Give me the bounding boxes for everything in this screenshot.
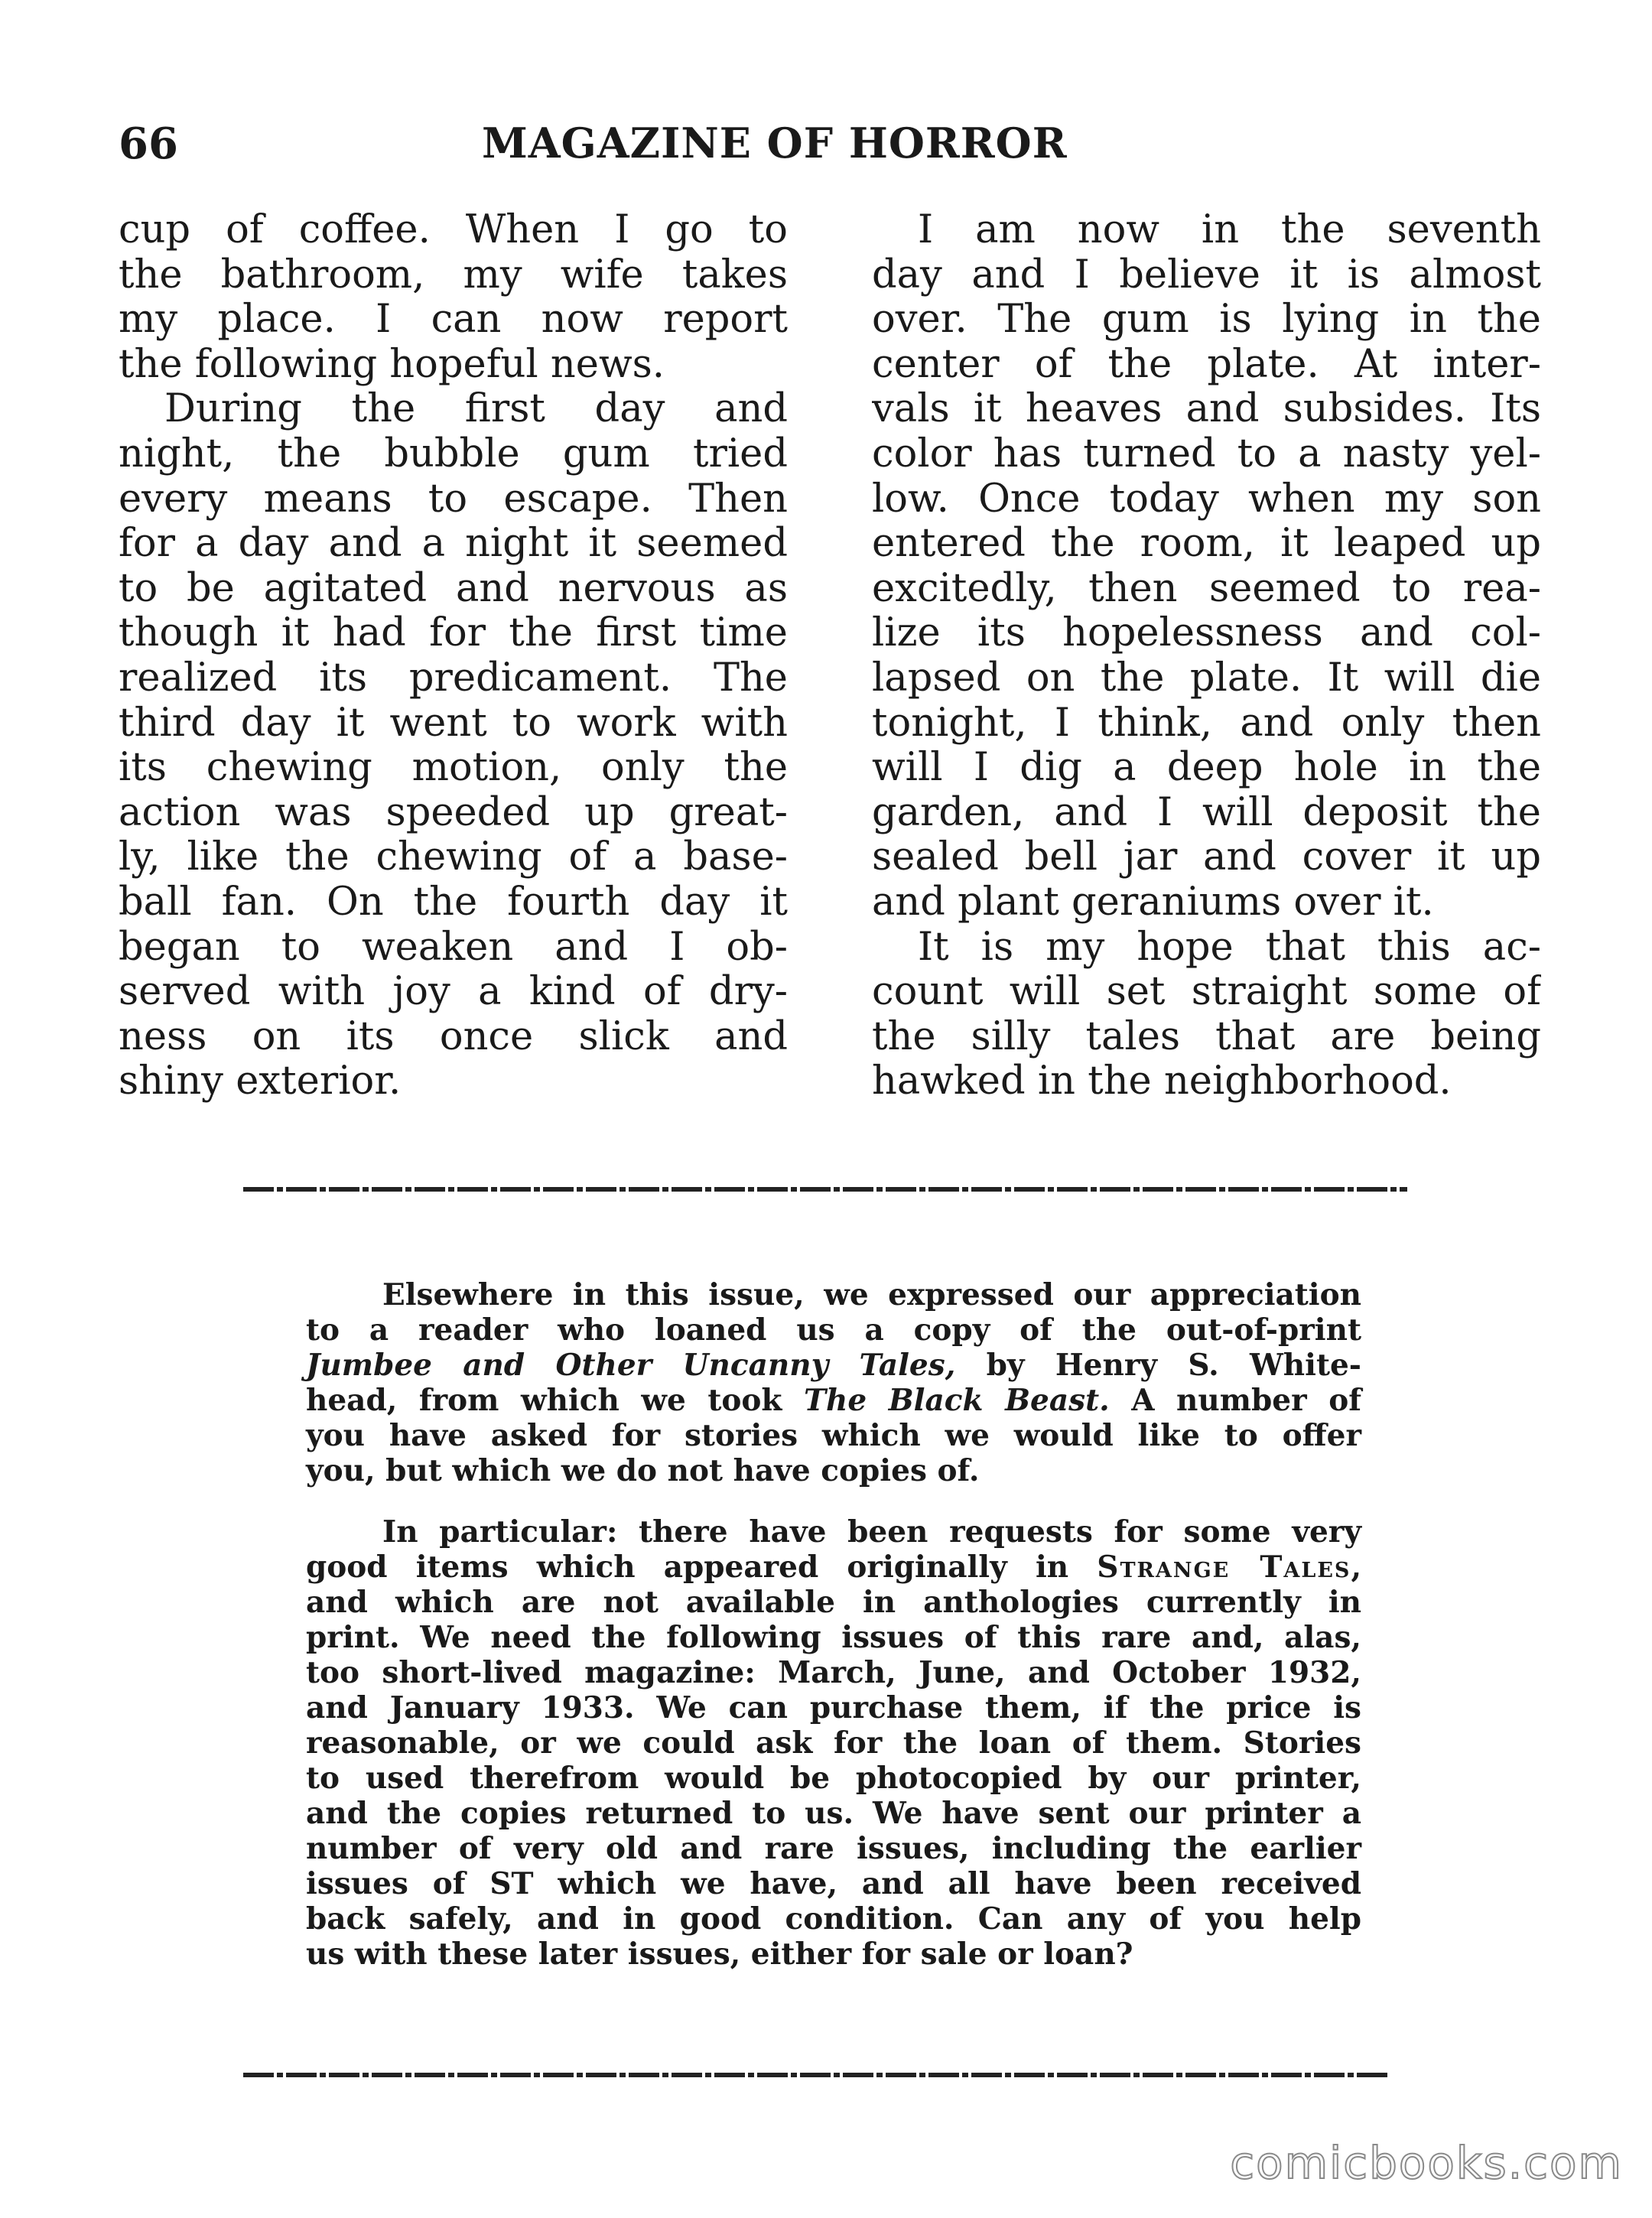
story-line: the bathroom, my wife takes [119,252,788,298]
notice-line: you, but which we do not have copies of. [306,1453,980,1488]
story-line: cup of coffee. When I go to [119,208,788,252]
notice-line: issues of ST which we have, and all have been received [306,1866,1361,1901]
story-line: day and I believe it is almost [872,252,1541,298]
notice-line: to used therefrom would be photocopied by our printer, [306,1761,1361,1796]
story-line: to be agitated and nervous as [119,566,788,611]
story-line: During the first day and [164,387,788,432]
notice-line: back safely, and in good condition. Can any of you help [306,1901,1361,1937]
notice-line [306,1383,1361,1418]
story-line: though it had for the first time [119,611,788,656]
story-line: action was speeded up great- [119,790,788,835]
book-title: Jumbee and Other Uncanny Tales, [306,1348,956,1383]
notice-line [306,1550,1361,1585]
story-line: night, the bubble gum tried [119,431,788,476]
notice-line: too short-lived magazine: March, June, and October 1932, [306,1655,1361,1690]
story-line: color has turned to a nasty yel- [872,431,1541,476]
story-line: realized its predicament. The [119,655,788,701]
story-line: hawked in the neighborhood. [872,1059,1452,1104]
notice-line: Elsewhere in this issue, we expressed our appreciation [382,1277,1361,1312]
story-line: tonight, I think, and only then [872,701,1541,746]
ornamental-rule [243,1187,1407,1192]
story-line: excitedly, then seemed to rea- [872,566,1541,611]
notice-line: us with these later issues, either for sale or loan? [306,1937,1133,1972]
ornamental-rule [243,2073,1390,2077]
notice-line [306,1348,1361,1383]
story-left-column [119,208,788,1104]
story-line: over. The gum is lying in the [872,298,1541,343]
notice-text: , [1351,1550,1362,1585]
notice-text: A number of [1109,1383,1361,1418]
story-line: every means to escape. Then [119,476,788,522]
notice-line: print. We need the following issues of this rare and, alas, [306,1620,1361,1655]
notice-line: number of very old and rare issues, including the earlier [306,1831,1361,1866]
story-line: began to weaken and I ob- [119,925,788,970]
story-line: lapsed on the plate. It will die [872,655,1541,701]
story-line: its chewing motion, only the [119,746,788,791]
story-right-column [872,208,1541,1104]
notice-line: In particular: there have been requests for some very [382,1514,1361,1550]
story-line: and plant geraniums over it. [872,880,1434,925]
story-line: sealed bell jar and cover it up [872,835,1541,880]
story-line: ball fan. On the fourth day it [119,880,788,925]
editorial-notice [306,1277,1361,1972]
story-line: It is my hope that this ac- [918,925,1541,970]
story-title: The Black Beast. [803,1383,1110,1418]
story-line: vals it heaves and subsides. Its [872,387,1541,432]
story-line: center of the plate. At inter- [872,342,1541,387]
notice-line: reasonable, or we could ask for the loan of them. Stories [306,1725,1361,1761]
notice-text: head, from which we took [306,1383,804,1418]
story-line: the silly tales that are being [872,1014,1541,1059]
story-line: will I dig a deep hole in the [872,746,1541,791]
story-line: low. Once today when my son [872,476,1541,522]
story-line: third day it went to work with [119,701,788,746]
notice-text: by Henry S. White- [955,1348,1361,1383]
story-line: the following hopeful news. [119,342,665,387]
story-line: count will set straight some of [872,970,1541,1015]
notice-line: and January 1933. We can purchase them, if the price is [306,1690,1361,1725]
page-number: 66 [119,119,178,169]
magazine-title: Strange Tales [1097,1550,1351,1585]
notice-text: good items which appeared originally in [306,1550,1098,1585]
story-line: my place. I can now report [119,298,788,343]
story-line: shiny exterior. [119,1059,402,1104]
story-line: I am now in the seventh [918,208,1541,252]
notice-line: you have asked for stories which we would like to offer [306,1418,1361,1453]
watermark-logo: comicbooks.com [1230,2137,1623,2189]
notice-line: and the copies returned to us. We have sent our printer a [306,1796,1361,1831]
story-line: ly, like the chewing of a base- [119,835,788,880]
paragraph-gap [306,1488,1361,1514]
story-line: garden, and I will deposit the [872,790,1541,835]
notice-line: and which are not available in anthologies currently in [306,1585,1361,1620]
notice-line: to a reader who loaned us a copy of the out-of-print [306,1312,1361,1348]
story-line: served with joy a kind of dry- [119,970,788,1015]
running-head: MAGAZINE OF HORROR [482,119,1068,167]
story-line: entered the room, it leaped up [872,522,1541,567]
story-line: ness on its once slick and [119,1014,788,1059]
story-line: for a day and a night it seemed [119,522,788,567]
story-line: lize its hopelessness and col- [872,611,1541,656]
